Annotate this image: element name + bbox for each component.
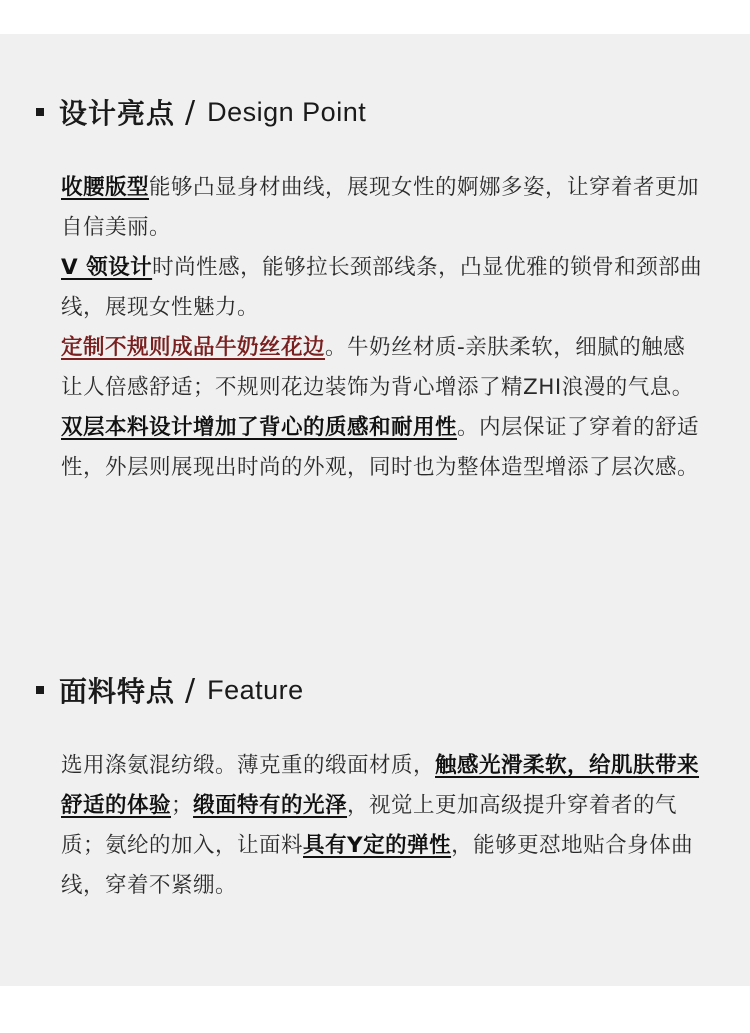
highlight-double-layer: 双层本料设计增加了背心的质感和耐用性 xyxy=(61,415,458,440)
design-point-heading xyxy=(36,92,706,132)
design-text-lace: 。牛奶丝材质-亲肤柔软，细腻的触感让人倍感舒适；不规则花边装饰为背心增添了精ZHI浪漫的气息。 xyxy=(61,335,694,400)
design-paragraph-vneck xyxy=(61,248,706,328)
design-title-en: Design Point xyxy=(207,96,367,127)
highlight-vneck: V 领设计 xyxy=(61,255,153,280)
design-paragraph-double-layer xyxy=(61,408,706,488)
feature-text-3: ，视觉上更加高级提升穿着者的气质；氨纶的加入，让面料 xyxy=(61,793,678,858)
feature-text-1: 选用涤氨混纺缎。薄克重的缎面材质， xyxy=(61,753,436,778)
title-slash: / xyxy=(185,672,196,708)
design-paragraph-waist xyxy=(61,168,706,248)
feature-section xyxy=(36,670,706,906)
feature-text-2: ； xyxy=(171,793,194,818)
design-point-body xyxy=(36,168,706,488)
design-text-vneck: 时尚性感，能够拉长颈部线条，凸显优雅的锁骨和颈部曲线，展现女性魅力。 xyxy=(61,255,703,320)
content-panel xyxy=(0,34,750,986)
design-paragraph-lace xyxy=(61,328,706,408)
design-text-double-layer: 。内层保证了穿着的舒适性，外层则展现出时尚的外观，同时也为整体造型增添了层次感。 xyxy=(61,415,700,480)
highlight-lace: 定制不规则成品牛奶丝花边 xyxy=(61,335,326,360)
design-text-waist: 能够凸显身材曲线，展现女性的婀娜多姿，让穿着者更加自信美丽。 xyxy=(61,175,700,240)
feature-title-en: Feature xyxy=(207,674,304,705)
feature-paragraph xyxy=(61,746,706,906)
highlight-sheen: 缎面特有的光泽 xyxy=(193,793,348,818)
design-point-section xyxy=(36,92,706,488)
feature-heading xyxy=(36,670,706,710)
feature-title-cn: 面料特点 xyxy=(59,675,176,708)
design-title-cn: 设计亮点 xyxy=(59,97,176,130)
square-bullet-icon xyxy=(36,108,44,116)
highlight-elastic: 具有Y定的弹性 xyxy=(303,833,452,858)
highlight-waist: 收腰版型 xyxy=(61,175,150,200)
feature-text-4: ，能够更怼地贴合身体曲线，穿着不紧绷。 xyxy=(61,833,694,898)
title-slash: / xyxy=(185,94,196,130)
square-bullet-icon xyxy=(36,686,44,694)
highlight-smooth: 触感光滑柔软，给肌肤带来舒适的体验 xyxy=(61,753,700,818)
feature-body xyxy=(36,746,706,906)
